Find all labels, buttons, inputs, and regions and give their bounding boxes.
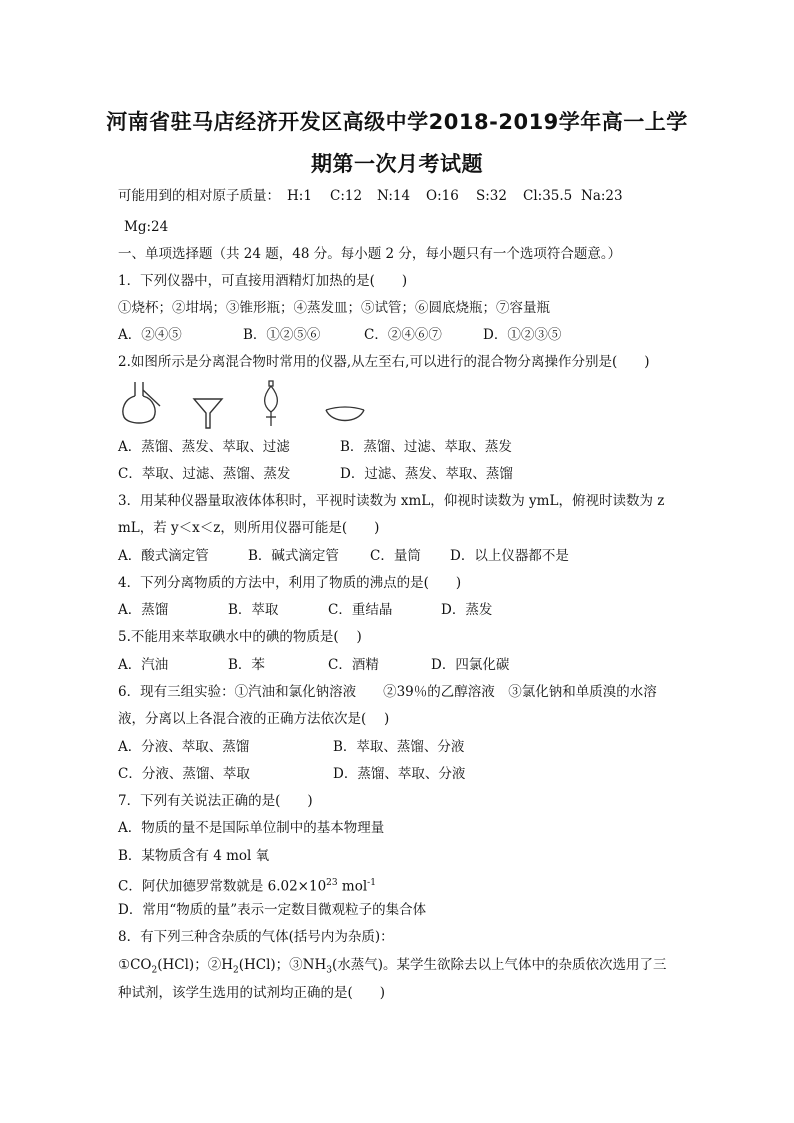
q6-option-a: A．分液、萃取、蒸馏 bbox=[118, 739, 250, 755]
q3-stem-line1: 3．用某种仪器量取液体体积时，平视时读数为 xmL，仰视时读数为 ymL，俯视时读数为 z bbox=[118, 493, 665, 509]
q4-option-d: D．蒸发 bbox=[441, 602, 493, 618]
q4-option-c: C．重结晶 bbox=[328, 602, 393, 618]
q6-option-d: D．蒸馏、萃取、分液 bbox=[333, 766, 466, 782]
exam-title-line2: 期第一次月考试题 bbox=[311, 152, 483, 176]
atomic-mass-s: S:32 bbox=[476, 188, 507, 204]
q2-option-d: D．过滤、蒸发、萃取、蒸馏 bbox=[340, 466, 513, 482]
q2-option-b: B．蒸馏、过滤、萃取、蒸发 bbox=[340, 439, 512, 455]
q1-stem: 1．下列仪器中，可直接用酒精灯加热的是( ) bbox=[118, 273, 408, 289]
atomic-mass-n: N:14 bbox=[377, 188, 411, 204]
q5-stem: 5.不能用来萃取碘水中的碘的物质是( ) bbox=[118, 629, 362, 645]
q6-option-b: B．萃取、蒸馏、分液 bbox=[333, 739, 465, 755]
atomic-mass-h: H:1 bbox=[287, 188, 312, 204]
atomic-mass-mg: Mg:24 bbox=[124, 219, 169, 235]
q7-stem: 7．下列有关说法正确的是( ) bbox=[118, 793, 313, 809]
exam-title-line1: 河南省驻马店经济开发区高级中学2018-2019学年高一上学 bbox=[106, 110, 688, 134]
q5-option-a: A．汽油 bbox=[118, 657, 169, 673]
q6-stem-line2: 液，分离以上各混合液的正确方法依次是( ) bbox=[118, 711, 390, 727]
q1-option-a: A．②④⑤ bbox=[118, 327, 182, 343]
distillation-flask-icon bbox=[118, 380, 170, 428]
atomic-mass-c: C:12 bbox=[330, 188, 363, 204]
q3-option-d: D．以上仪器都不是 bbox=[450, 548, 569, 564]
q4-option-b: B．萃取 bbox=[228, 602, 279, 618]
funnel-icon bbox=[192, 396, 224, 430]
q1-option-d: D．①②③⑤ bbox=[483, 327, 562, 343]
q1-option-c: C．②④⑥⑦ bbox=[364, 327, 442, 343]
q3-option-c: C．量筒 bbox=[370, 548, 421, 564]
q7-option-b: B．某物质含有 4 mol 氧 bbox=[118, 848, 270, 864]
q4-stem: 4．下列分离物质的方法中，利用了物质的沸点的是( ) bbox=[118, 575, 462, 591]
evaporating-dish-icon bbox=[324, 404, 366, 426]
atomic-mass-cl: Cl:35.5 bbox=[523, 188, 573, 204]
separatory-funnel-icon bbox=[256, 379, 286, 429]
q6-option-c: C．分液、蒸馏、萃取 bbox=[118, 766, 250, 782]
q3-option-b: B．碱式滴定管 bbox=[248, 548, 339, 564]
q7-option-a: A．物质的量不是国际单位制中的基本物理量 bbox=[118, 820, 385, 836]
q8-stem: 8．有下列三种含杂质的气体(括号内为杂质)： bbox=[118, 929, 394, 945]
q2-option-a: A．蒸馏、蒸发、萃取、过滤 bbox=[118, 439, 290, 455]
q2-option-c: C．萃取、过滤、蒸馏、蒸发 bbox=[118, 466, 291, 482]
atomic-mass-o: O:16 bbox=[426, 188, 459, 204]
section-heading: 一、单项选择题（共 24 题，48 分。每小题 2 分，每小题只有一个选项符合题意。） bbox=[118, 246, 622, 262]
q5-option-b: B．苯 bbox=[228, 657, 265, 673]
q7-option-c: C．阿伏加德罗常数就是 $6.02\times 10^{23}$ mol$^{-1}$ bbox=[118, 878, 376, 895]
q2-stem: 2.如图所示是分离混合物时常用的仪器,从左至右,可以进行的混合物分离操作分别是( ) bbox=[118, 354, 650, 370]
atomic-mass-label: 可能用到的相对原子质量： bbox=[118, 188, 280, 204]
q1-items: ①烧杯；②坩埚；③锥形瓶；④蒸发皿；⑤试管；⑥圆底烧瓶；⑦容量瓶 bbox=[118, 300, 550, 316]
q3-option-a: A．酸式滴定管 bbox=[118, 548, 209, 564]
q6-stem-line1: 6．现有三组实验：①汽油和氯化钠溶液 ②39％的乙醇溶液 ③氯化钠和单质溴的水溶 bbox=[118, 684, 657, 700]
q5-option-d: D．四氯化碳 bbox=[431, 657, 510, 673]
q3-stem-line2: mL，若 y＜x＜z，则所用仪器可能是( ) bbox=[118, 520, 380, 536]
q4-option-a: A．蒸馏 bbox=[118, 602, 169, 618]
q8-gases: $①CO_2(HCl)$；$②H_2(HCl)$；$③NH_3$(水蒸气)。某学生欲除去以上气体中的杂质依次选用了三 bbox=[118, 957, 667, 976]
q7-option-d: D．常用“物质的量”表示一定数目微观粒子的集合体 bbox=[118, 902, 427, 918]
q8-stem-line3: 种试剂，该学生选用的试剂均正确的是( ) bbox=[118, 985, 386, 1001]
atomic-mass-na: Na:23 bbox=[581, 188, 623, 204]
q5-option-c: C．酒精 bbox=[328, 657, 379, 673]
q1-option-b: B．①②⑤⑥ bbox=[243, 327, 321, 343]
